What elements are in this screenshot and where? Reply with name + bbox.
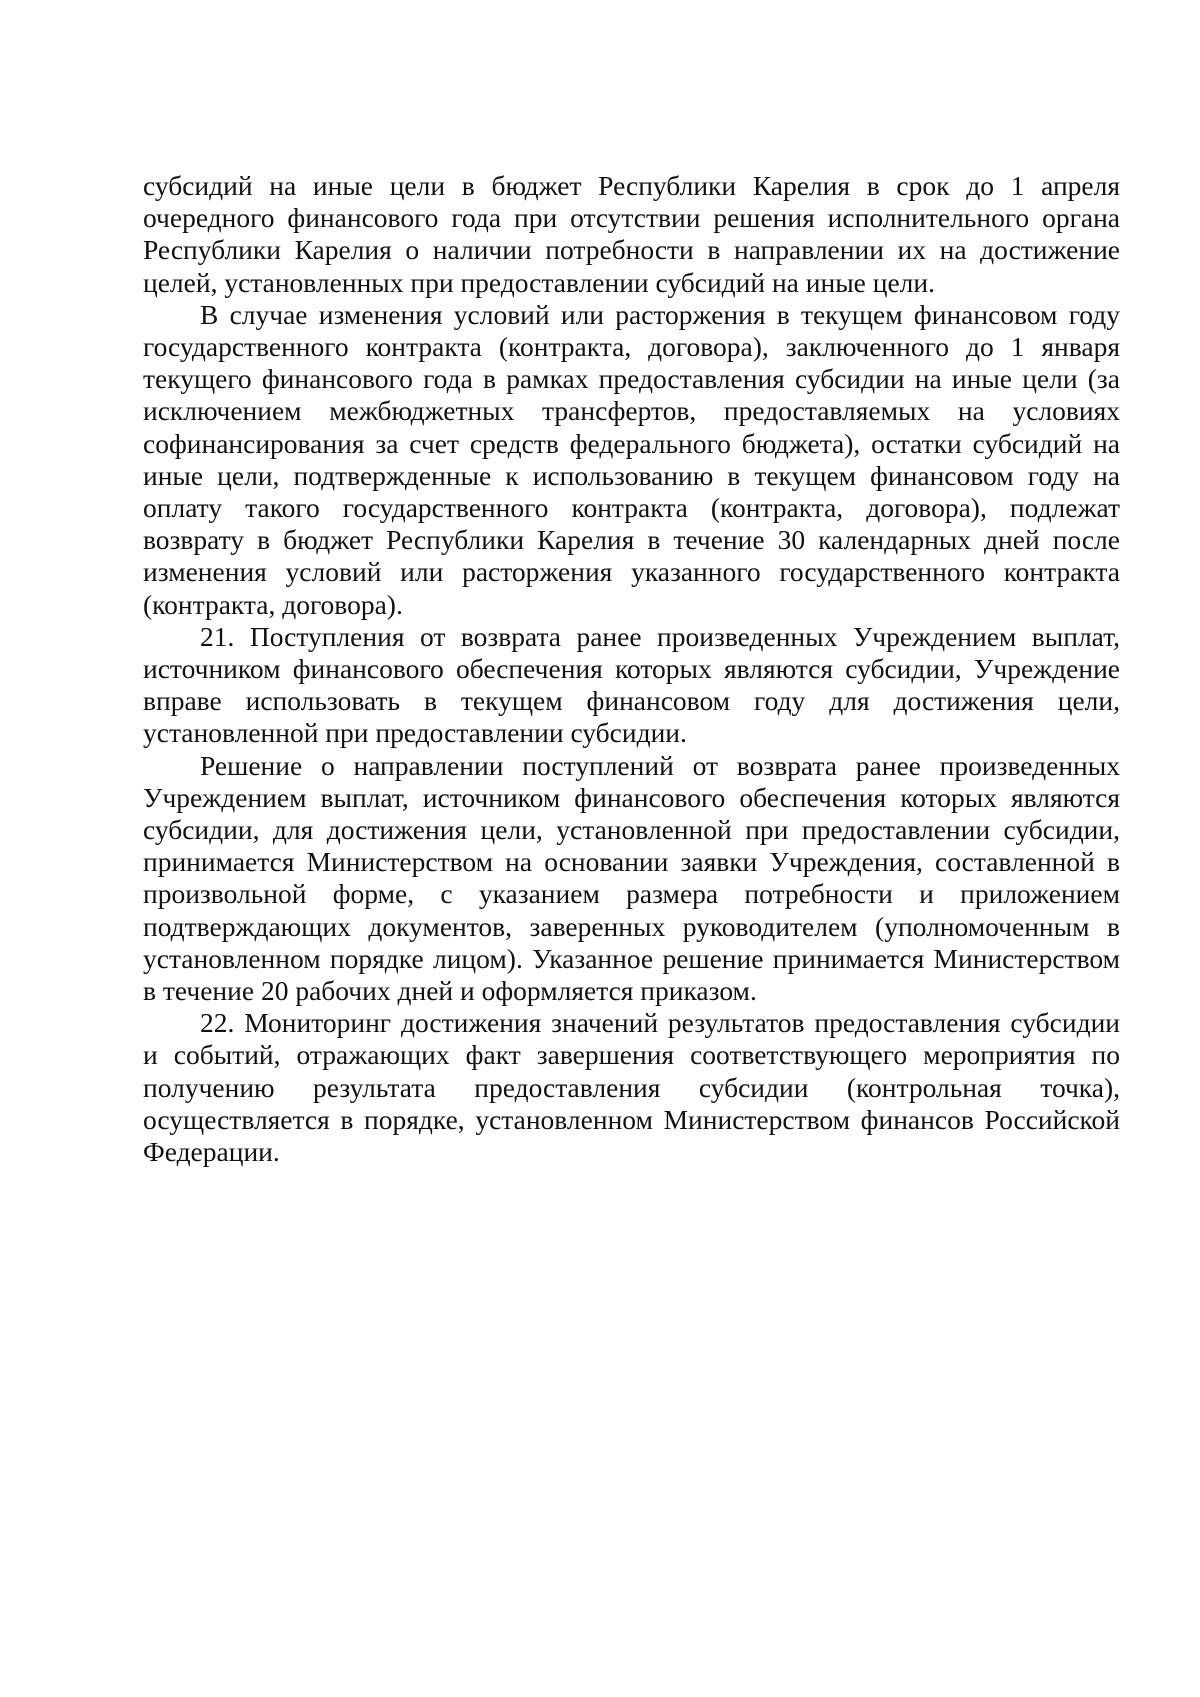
paragraph-continuation: субсидий на иные цели в бюджет Республики Карелия в срок до 1 апреля очередного финансового года при отсутствии решения исполнительного органа Республики Карелия о наличии потребности в направлении их на достижение целей, установленных при предоставлении субсидий на иные цели.: [143, 170, 1120, 298]
paragraph-decision: Решение о направлении поступлений от возврата ранее произведенных Учреждением выплат, источником финансового обеспечения которых являются субсидии, для достижения цели, установленной при предоставлении субсидии, принимается Министерством на основании заявки Учреждения, составленной в произвольной форме, с указанием размера потребности и приложением подтверждающих документов, заверенных руководителем (уполномоченным в установленном порядке лицом). Указанное решение принимается Министерством в течение 20 рабочих дней и оформляется приказом.: [143, 749, 1120, 1007]
paragraph-item-21: 21. Поступления от возврата ранее произведенных Учреждением выплат, источником финансового обеспечения которых являются субсидии, Учреждение вправе использовать в текущем финансовом году для достижения цели, установленной при предоставлении субсидии.: [143, 620, 1120, 749]
paragraph-item-22: 22. Мониторинг достижения значений результатов предоставления субсидии и событий, отражающих факт завершения соответствующего мероприятия по получению результата предоставления субсидии (контрольная точка), осуществляется в порядке, установленном Министерством финансов Российской Федерации.: [143, 1007, 1120, 1168]
paragraph-contract-change: В случае изменения условий или расторжения в текущем финансовом году государственного контракта (контракта, договора), заключенного до 1 января текущего финансового года в рамках предоставления субсидии на иные цели (за исключением межбюджетных трансфертов, предоставляемых на условиях софинансирования за счет средств федерального бюджета), остатки субсидий на иные цели, подтвержденные к использованию в текущем финансовом году на оплату такого государственного контракта (контракта, договора), подлежат возврату в бюджет Республики Карелия в течение 30 календарных дней после изменения условий или расторжения указанного государственного контракта (контракта, договора).: [143, 298, 1120, 620]
document-body: [143, 170, 1120, 1168]
